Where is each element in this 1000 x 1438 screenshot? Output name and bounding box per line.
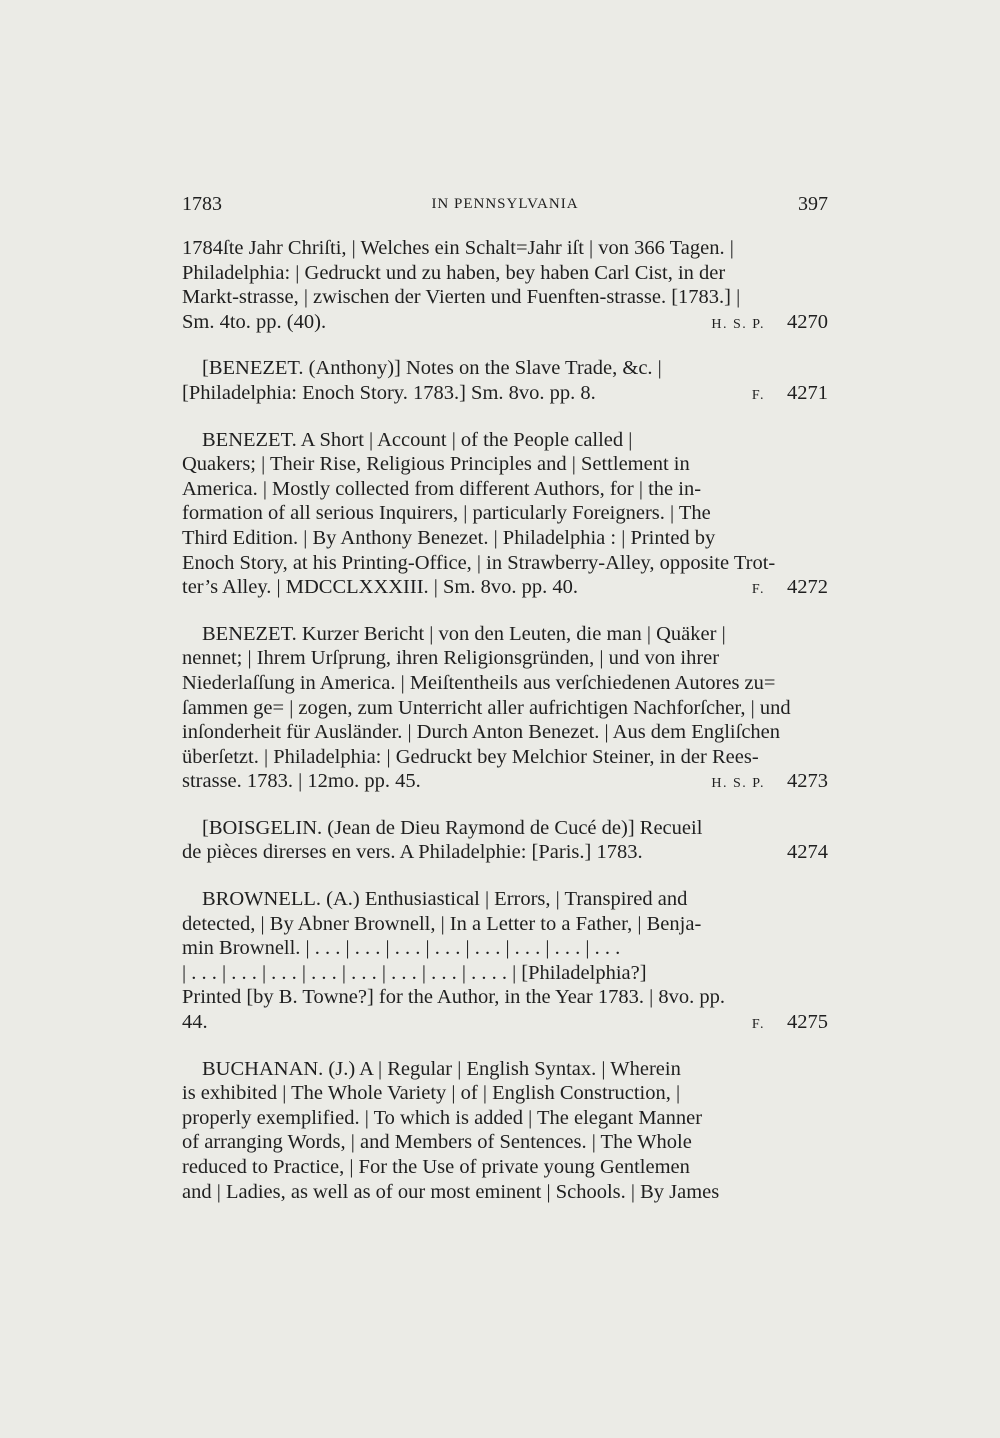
library-siglum: H. S. P. bbox=[711, 316, 765, 332]
entry-line: 1784ſte Jahr Chriſti, | Welches ein Schalt=Jahr iſt | von 366 Tagen. | bbox=[182, 237, 734, 259]
running-title: IN PENNSYLVANIA bbox=[431, 196, 579, 212]
library-siglum: F. bbox=[751, 387, 765, 403]
header-year: 1783 bbox=[182, 193, 222, 215]
entry-line: properly exemplified. | To which is added | The elegant Manner bbox=[182, 1106, 703, 1129]
entry-line: BENEZET. Kurzer Bericht | von den Leuten, die man | Quäker | bbox=[202, 622, 726, 645]
entry-imprint: de pièces direrses en vers. A Philadelphie: [Paris.] 1783. bbox=[182, 841, 643, 864]
entry-line: reduced to Practice, | For the Use of private young Gentlemen bbox=[182, 1156, 690, 1178]
entry-line: [BENEZET. (Anthony)] Notes on the Slave Trade, &c. | bbox=[202, 357, 662, 380]
entry-line: inſonderheit für Ausländer. | Durch Anton Benezet. | Aus dem Engliſchen bbox=[182, 721, 781, 744]
entry-line: detected, | By Abner Brownell, | In a Letter to a Father, | Benja- bbox=[182, 912, 702, 935]
entry-number: 4274 bbox=[787, 841, 828, 864]
entry-line: formation of all serious Inquirers, | particularly Foreigners. | The bbox=[182, 502, 711, 525]
entry-imprint: 44. bbox=[182, 1011, 208, 1034]
bibliography-entries bbox=[182, 236, 828, 1223]
entry-line: BROWNELL. (A.) Enthusiastical | Errors, | Transpired and bbox=[202, 888, 688, 911]
entry-imprint: [Philadelphia: Enoch Story. 1783.] Sm. 8vo. pp. 8. bbox=[182, 381, 596, 404]
entry-line: überſetzt. | Philadelphia: | Gedruckt bey Melchior Steiner, in der Rees- bbox=[182, 745, 759, 768]
entry-number: 4275 bbox=[787, 1011, 828, 1034]
library-siglum: F. bbox=[751, 582, 765, 598]
bibliography-entry bbox=[182, 356, 828, 408]
entry-number: 4272 bbox=[787, 576, 828, 599]
entry-imprint: ter’s Alley. | MDCCLXXXIII. | Sm. 8vo. pp. 40. bbox=[182, 576, 578, 599]
entry-line: is exhibited | The Whole Variety | of | English Construction, | bbox=[182, 1082, 681, 1105]
entry-number: 4271 bbox=[787, 381, 828, 404]
bibliography-entry bbox=[182, 236, 828, 337]
entry-line: Enoch Story, at his Printing-Office, | in Strawberry-Alley, opposite Trot- bbox=[182, 551, 776, 574]
bibliography-entry bbox=[182, 887, 828, 1038]
entry-line: min Brownell. | . . . | . . . | . . . | . . . | . . . | . . . | . . . | . . . bbox=[182, 937, 621, 960]
entry-line: Niederlaſſung in America. | Meiſtentheils aus verſchiedenen Autores zu= bbox=[182, 671, 776, 694]
entry-number: 4273 bbox=[787, 770, 828, 793]
entry-line: America. | Mostly collected from different Authors, for | the in- bbox=[182, 477, 702, 500]
bibliography-entry bbox=[182, 428, 828, 603]
entry-line: and | Ladies, as well as of our most eminent | Schools. | By James bbox=[182, 1180, 720, 1203]
bibliography-entry bbox=[182, 622, 828, 797]
entry-imprint: strasse. 1783. | 12mo. pp. 45. bbox=[182, 770, 421, 793]
entry-number: 4270 bbox=[787, 310, 828, 333]
entry-line: | . . . | . . . | . . . | . . . | . . . | . . . | . . . | . . . . | [Philadelphia?] bbox=[182, 961, 647, 984]
entry-line: BUCHANAN. (J.) A | Regular | English Syntax. | Wherein bbox=[202, 1057, 681, 1080]
entry-line: Quakers; | Their Rise, Religious Principles and | Settlement in bbox=[182, 453, 690, 476]
entry-line: of arranging Words, | and Members of Sentences. | The Whole bbox=[182, 1131, 692, 1154]
bibliography-entry bbox=[182, 1057, 828, 1205]
entry-line: Third Edition. | By Anthony Benezet. | Philadelphia : | Printed by bbox=[182, 526, 716, 549]
entry-line: nennet; | Ihrem Urſprung, ihren Religionsgründen, | und von ihrer bbox=[182, 647, 720, 670]
library-siglum: H. S. P. bbox=[711, 776, 765, 792]
entry-line: [BOISGELIN. (Jean de Dieu Raymond de Cucé de)] Recueil bbox=[202, 816, 703, 839]
entry-line: ſammen ge= | zogen, zum Unterricht aller aufrichtigen Nachforſcher, | und bbox=[182, 696, 791, 719]
entry-imprint: Sm. 4to. pp. (40). bbox=[182, 310, 327, 333]
entry-line: Printed [by B. Towne?] for the Author, in the Year 1783. | 8vo. pp. bbox=[182, 986, 725, 1009]
page-header bbox=[182, 193, 828, 223]
entry-line: Markt-strasse, | zwischen der Vierten und Fuenften-strasse. [1783.] | bbox=[182, 286, 741, 309]
entry-line: BENEZET. A Short | Account | of the People called | bbox=[202, 428, 633, 451]
library-siglum: F. bbox=[751, 1017, 765, 1033]
page-number: 397 bbox=[798, 193, 828, 215]
entry-line: Philadelphia: | Gedruckt und zu haben, bey haben Carl Cist, in der bbox=[182, 261, 726, 284]
bibliography-entry bbox=[182, 816, 828, 868]
